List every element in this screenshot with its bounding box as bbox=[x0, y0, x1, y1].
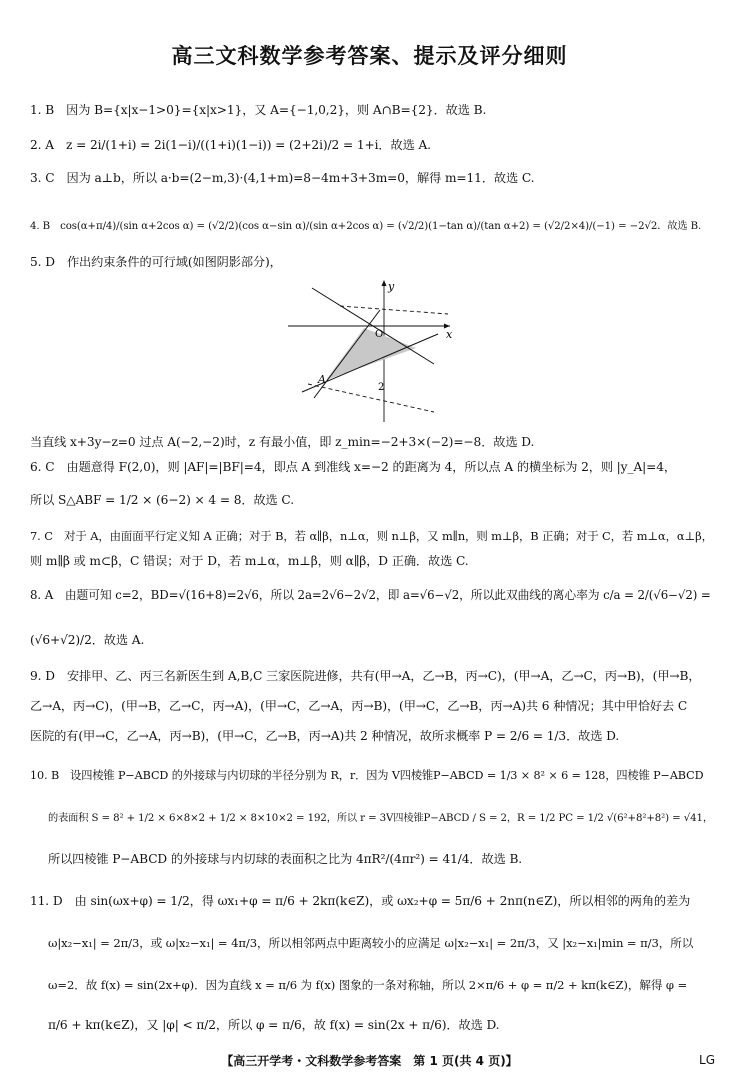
answer-8: 8. A 由题可知 c=2，BD=√(16+8)=2√6，所以 2a=2√6−2√2，即 a=√6−√2，所以此双曲线的离心率为 c/a = 2/(√6−√2) = bbox=[30, 588, 711, 602]
answer-11-cont-2: ω=2．故 f(x) = sin(2x+φ)．因为直线 x = π/6 为 f(x) 图象的一条对称轴，所以 2×π/6 + φ = π/2 + kπ(k∈Z)，解得 φ = bbox=[48, 978, 688, 992]
point-a-label: A bbox=[318, 373, 326, 386]
y-axis-arrow bbox=[382, 280, 387, 286]
answer-10: 10. B 设四棱锥 P−ABCD 的外接球与内切球的半径分别为 R，r．因为 V四棱锥P−ABCD = 1/3 × 8² × 6 = 128，四棱锥 P−ABCD bbox=[30, 769, 704, 782]
origin-label: O bbox=[375, 329, 384, 340]
answer-2: 2. A z = 2i/(1+i) = 2i(1−i)/((1+i)(1−i)) = (2+2i)/2 = 1+i．故选 A. bbox=[30, 138, 431, 152]
objective-line-upper bbox=[340, 306, 448, 314]
tick-label-2: 2 bbox=[378, 382, 385, 393]
answer-9-cont: 乙→A，丙→C)，(甲→B，乙→C，丙→A)，(甲→C，乙→A，丙→B)，(甲→C，乙→B，丙→A)共 6 种情况；其中甲恰好去 C bbox=[30, 699, 688, 713]
answer-3: 3. C 因为 a⊥b，所以 a·b=(2−m,3)·(4,1+m)=8−4m+3+3m=0，解得 m=11．故选 C. bbox=[30, 171, 535, 185]
objective-line-lower bbox=[308, 384, 434, 412]
answer-5-conclusion: 当直线 x+3y−z=0 过点 A(−2,−2)时，z 有最小值，即 z_min=−2+3×(−2)=−8．故选 D. bbox=[30, 435, 535, 449]
page-title: 高三文科数学参考答案、提示及评分细则 bbox=[171, 44, 568, 68]
answer-6-conclusion: 所以 S△ABF = 1/2 × (6−2) × 4 = 8．故选 C. bbox=[30, 493, 294, 507]
answer-11: 11. D 由 sin(ωx+φ) = 1/2，得 ωx₁+φ = π/6 + 2kπ(k∈Z)，或 ωx₂+φ = 5π/6 + 2nπ(n∈Z)，所以相邻的两角的差为 bbox=[30, 894, 691, 908]
answer-7: 7. C 对于 A，由面面平行定义知 A 正确；对于 B，若 α∥β，n⊥α，则 n⊥β，又 m∥n，则 m⊥β，B 正确；对于 C，若 m⊥α，α⊥β， bbox=[30, 529, 713, 543]
feasible-region bbox=[326, 328, 416, 380]
answer-9-conclusion: 医院的有(甲→C，乙→A，丙→B)，(甲→C，乙→B，丙→A)共 2 种情况，故所求概率 P = 2/6 = 1/3．故选 D. bbox=[30, 729, 620, 743]
answer-6: 6. C 由题意得 F(2,0)，则 |AF|=|BF|=4，即点 A 到准线 x=−2 的距离为 4，所以点 A 的横坐标为 2，则 |y_A|=4， bbox=[30, 460, 677, 474]
page-footer: 【高三开学考・文科数学参考答案 第 1 页(共 4 页)】 bbox=[221, 1054, 518, 1068]
footer-code: LG bbox=[699, 1053, 715, 1067]
feasible-region-figure bbox=[284, 276, 454, 426]
answer-11-cont: ω|x₂−x₁| = 2π/3，或 ω|x₂−x₁| = 4π/3，所以相邻两点中距离较小的应满足 ω|x₂−x₁| = 2π/3，又 |x₂−x₁|min = π/3，所以 bbox=[48, 936, 694, 950]
answer-5: 5. D 作出约束条件的可行域(如图阴影部分)， bbox=[30, 255, 282, 269]
answer-11-conclusion: π/6 + kπ(k∈Z)，又 |φ| < π/2，所以 φ = π/6，故 f(x) = sin(2x + π/6)．故选 D. bbox=[48, 1018, 500, 1032]
answer-1: 1. B 因为 B={x|x−1>0}={x|x>1}，又 A={−1,0,2}，则 A∩B={2}．故选 B. bbox=[30, 103, 487, 117]
answer-4: 4. B cos(α+π/4)/(sin α+2cos α) = (√2/2)(cos α−sin α)/(sin α+2cos α) = (√2/2)(1−tan α)/(tan α+2) = (√2/2×4)/(−1) = −2√2．故选 B. bbox=[30, 221, 702, 232]
answer-10-cont: 的表面积 S = 8² + 1/2 × 6×8×2 + 1/2 × 8×10×2 = 192，所以 r = 3V四棱锥P−ABCD / S = 2，R = 1/2 PC = 1/2 √(6²+8²+8²) = √41， bbox=[48, 813, 713, 824]
answer-8-cont: (√6+√2)/2．故选 A. bbox=[30, 633, 145, 647]
x-axis-label: x bbox=[446, 328, 453, 341]
answer-7-cont: 则 m∥β 或 m⊂β，C 错误；对于 D，若 m⊥α，m⊥β，则 α∥β，D 正确．故选 C. bbox=[30, 554, 469, 568]
y-axis-label: y bbox=[388, 280, 395, 293]
answer-10-conclusion: 所以四棱锥 P−ABCD 的外接球与内切球的表面积之比为 4πR²/(4πr²) = 41/4．故选 B. bbox=[48, 852, 523, 866]
answer-9: 9. D 安排甲、乙、丙三名新医生到 A,B,C 三家医院进修，共有(甲→A，乙→B，丙→C)，(甲→A，乙→C，丙→B)，(甲→B， bbox=[30, 669, 701, 683]
